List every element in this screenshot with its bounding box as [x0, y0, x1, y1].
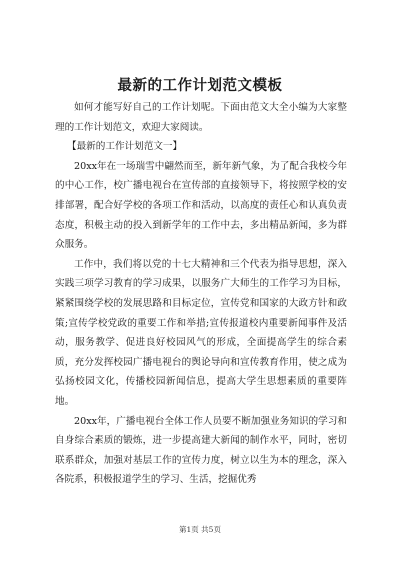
document-title: 最新的工作计划范文模板 — [117, 77, 283, 94]
intro-paragraph: 如何才能写好自己的工作计划呢。下面由范文大全小编为大家整理的工作计划范文，欢迎大家阅读。 — [55, 102, 347, 133]
page-number-footer: 第1页 共5页 — [179, 525, 221, 534]
section-heading: 【最新的工作计划范文一】 — [67, 141, 183, 153]
body-paragraph-3: 20xx年，广播电视台全体工作人员要不断加强业务知识的学习和自身综合素质的锻炼，进一步提高建大新闻的制作水平，同时，密切联系群众，加强对基层工作的宣传力度，树立以生为本的理念，深入各院系，积极报道学生的学习、生活，挖掘优秀 — [55, 415, 347, 486]
document-body — [55, 98, 347, 490]
body-paragraph-1: 20xx年在一场瑞雪中翩然而至，新年新气象，为了配合我校今年的中心工作，校广播电视台在宣传部的直接领导下，将按照学校的安排部署，配合好学校的各项工作和活动，以高度的责任心和认真负责态度，积极主动的投入到新学年的工作中去，多出精品新闻，多为群众服务。 — [55, 160, 347, 251]
body-paragraph-2: 工作中，我们将以党的十七大精神和三个代表为指导思想，深入实践三项学习教育的学习成果，以服务广大师生的工作学习为目标，紧紧围绕学校的发展思路和目标定位，宣传党和国家的大政方针和政策;宣传学校党政的重要工作和举措;宣传报道校内重要新闻事件及活动，服务教学、促进良好校园风气的形成，全面提高学生的综合素质，充分发挥校园广播电视台的舆论导向和宣传教育作用，使之成为弘扬校园文化，传播校园新闻信息，提高大学生思想素质的重要阵地。 — [55, 258, 347, 407]
